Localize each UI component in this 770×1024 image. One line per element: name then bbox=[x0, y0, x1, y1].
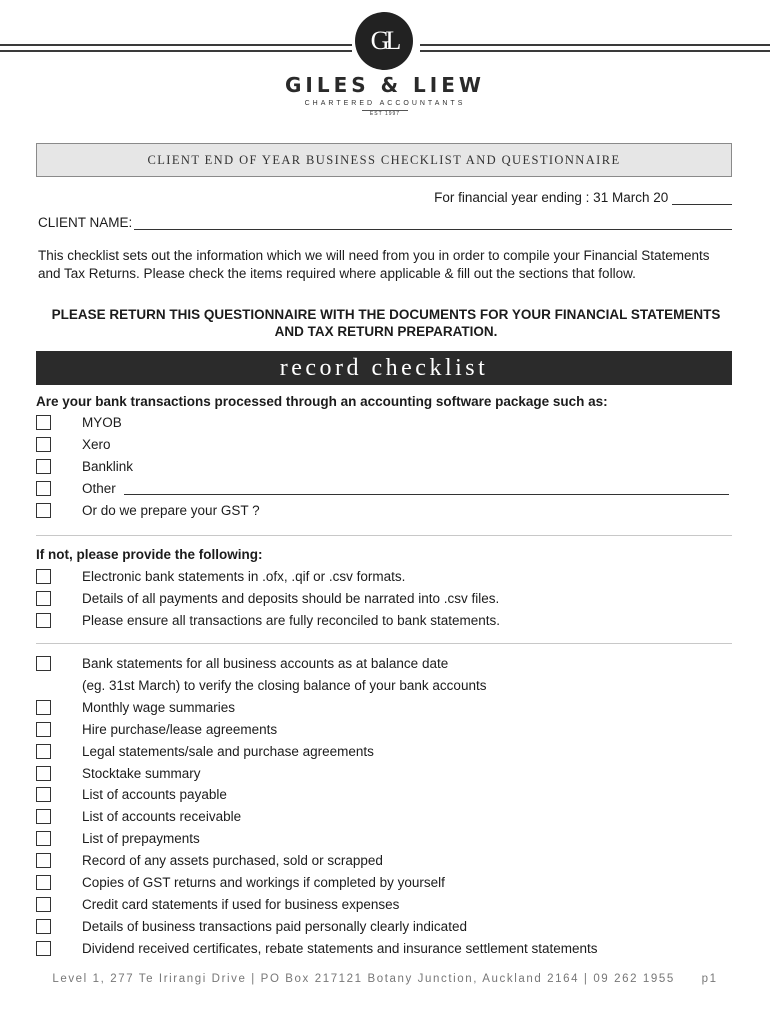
software-item-label: Xero bbox=[82, 437, 111, 452]
logo-monogram: GL bbox=[355, 12, 413, 70]
checkbox[interactable] bbox=[36, 481, 51, 496]
checkbox[interactable] bbox=[36, 875, 51, 890]
if-not-item-label: Electronic bank statements in .ofx, .qif or .csv formats. bbox=[82, 569, 406, 584]
page-number: p1 bbox=[701, 973, 718, 985]
record-item-label: Copies of GST returns and workings if completed by yourself bbox=[82, 875, 445, 890]
checkbox[interactable] bbox=[36, 722, 51, 737]
checkbox[interactable] bbox=[36, 744, 51, 759]
question-if-not: If not, please provide the following: bbox=[36, 547, 263, 562]
checkbox[interactable] bbox=[36, 809, 51, 824]
software-item-label: Banklink bbox=[82, 459, 134, 474]
logo-subtitle: CHARTERED ACCOUNTANTS bbox=[304, 100, 466, 107]
footer-address: Level 1, 277 Te Irirangi Drive | PO Box 217121 Botany Junction, Auckland 2164 | 09 262 1955 bbox=[52, 973, 675, 985]
checkbox[interactable] bbox=[36, 437, 51, 452]
record-item-label: List of prepayments bbox=[82, 831, 200, 847]
intro-paragraph: This checklist sets out the information which we will need from you in order to compile your Financial Statements and Tax Returns. Please check the items required where applicable & fill out the sections that follow. bbox=[38, 248, 710, 281]
checkbox[interactable] bbox=[36, 415, 51, 430]
record-item-label: Details of business transactions paid personally clearly indicated bbox=[82, 918, 467, 934]
financial-year-label: For financial year ending : 31 March 20 bbox=[434, 190, 669, 205]
record-item-label: Dividend received certificates, rebate statements and insurance settlement statements bbox=[82, 940, 598, 956]
section-banner: record checklist bbox=[36, 351, 732, 385]
divider bbox=[36, 643, 732, 644]
logo-rule-left bbox=[0, 44, 352, 64]
checkbox[interactable] bbox=[36, 459, 51, 474]
divider bbox=[36, 535, 732, 536]
logo-name: GILES & LIEW bbox=[285, 73, 485, 97]
checkbox[interactable] bbox=[36, 591, 51, 606]
record-item-label: Legal statements/sale and purchase agreements bbox=[82, 743, 374, 759]
question-software: Are your bank transactions processed through an accounting software package such as: bbox=[36, 394, 608, 409]
record-item-label: Credit card statements if used for business expenses bbox=[82, 896, 400, 912]
footer bbox=[0, 973, 770, 985]
other-fill-line[interactable] bbox=[124, 494, 729, 495]
record-item-label: List of accounts receivable bbox=[82, 809, 242, 825]
record-item-label: (eg. 31st March) to verify the closing balance of your bank accounts bbox=[82, 677, 487, 693]
record-item-label: Monthly wage summaries bbox=[82, 699, 236, 715]
checkbox[interactable] bbox=[36, 613, 51, 628]
document-title: CLIENT END OF YEAR BUSINESS CHECKLIST AND QUESTIONNAIRE bbox=[36, 143, 732, 177]
software-item-label: Or do we prepare your GST ? bbox=[82, 503, 260, 518]
client-name-field[interactable] bbox=[38, 215, 732, 230]
logo-rule-right bbox=[420, 44, 770, 64]
checkbox[interactable] bbox=[36, 656, 51, 671]
if-not-item-label: Details of all payments and deposits should be narrated into .csv files. bbox=[82, 591, 500, 606]
checkbox[interactable] bbox=[36, 503, 51, 518]
financial-year-field[interactable] bbox=[434, 190, 732, 205]
checkbox[interactable] bbox=[36, 569, 51, 584]
return-notice: PLEASE RETURN THIS QUESTIONNAIRE WITH THE DOCUMENTS FOR YOUR FINANCIAL STATEMENTS AND TAX RETURN PREPARATION. bbox=[51, 307, 721, 339]
client-name-line[interactable] bbox=[134, 215, 732, 230]
checkbox[interactable] bbox=[36, 941, 51, 956]
if-not-item-label: Please ensure all transactions are fully reconciled to bank statements. bbox=[82, 613, 500, 628]
financial-year-blank[interactable] bbox=[672, 192, 732, 205]
checkbox[interactable] bbox=[36, 787, 51, 802]
record-item-label: Bank statements for all business accounts as at balance date bbox=[82, 656, 449, 671]
record-item-label: Stocktake summary bbox=[82, 765, 201, 781]
logo-est: EST 1997 bbox=[0, 110, 770, 117]
record-item-label: Hire purchase/lease agreements bbox=[82, 721, 278, 737]
software-item-label: MYOB bbox=[82, 415, 122, 430]
checkbox[interactable] bbox=[36, 831, 51, 846]
checkbox[interactable] bbox=[36, 897, 51, 912]
software-item-label: Other bbox=[82, 481, 116, 496]
client-name-label: CLIENT NAME: bbox=[38, 215, 133, 230]
checkbox[interactable] bbox=[36, 766, 51, 781]
record-item-label: List of accounts payable bbox=[82, 787, 227, 803]
checkbox[interactable] bbox=[36, 919, 51, 934]
checkbox[interactable] bbox=[36, 853, 51, 868]
record-item-label: Record of any assets purchased, sold or scrapped bbox=[82, 853, 383, 869]
checkbox[interactable] bbox=[36, 700, 51, 715]
